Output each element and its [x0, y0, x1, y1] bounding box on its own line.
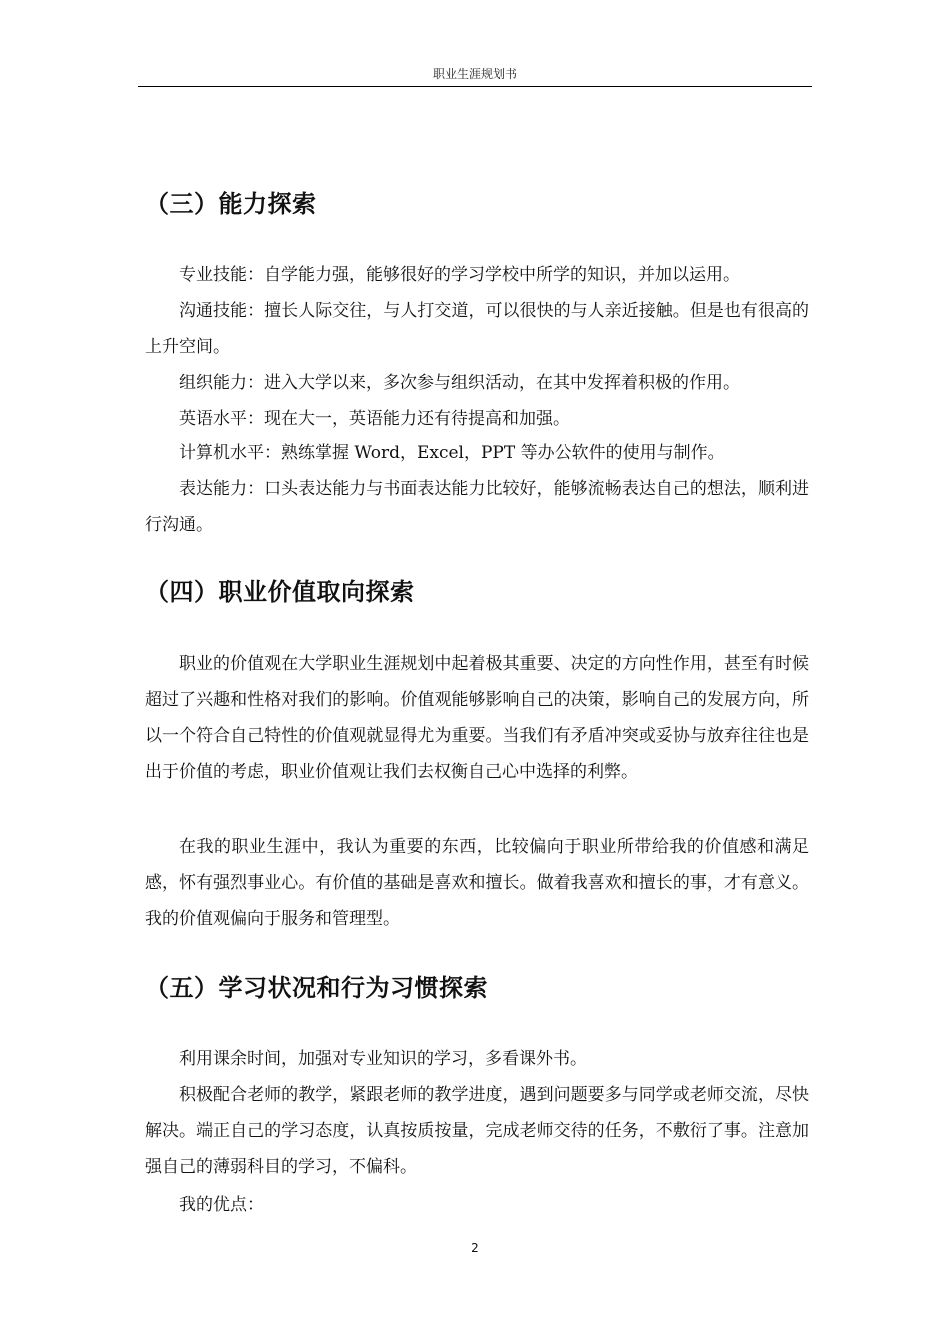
paragraph: 表达能力：口头表达能力与书面表达能力比较好，能够流畅表达自己的想法，顺利进行沟通。 [145, 479, 809, 535]
paragraph: 组织能力：进入大学以来，多次参与组织活动，在其中发挥着积极的作用。 [179, 373, 740, 393]
paragraph: 专业技能：自学能力强，能够很好的学习学校中所学的知识，并加以运用。 [179, 265, 740, 285]
paragraph: 职业的价值观在大学职业生涯规划中起着极其重要、决定的方向性作用，甚至有时候超过了兴趣和性格对我们的影响。价值观能够影响自己的决策，影响自己的发展方向，所以一个符合自己特性的价值观就显得尤为重要。当我们有矛盾冲突或妥协与放弃往往也是出于价值的考虑，职业价值观让我们去权衡自己心中选择的利弊。 [145, 654, 809, 782]
page-number: 2 [471, 1241, 479, 1255]
section-heading-ability: （三）能力探索 [145, 190, 317, 218]
paragraph: 在我的职业生涯中，我认为重要的东西，比较偏向于职业所带给我的价值感和满足感，怀有强烈事业心。有价值的基础是喜欢和擅长。做着我喜欢和擅长的事，才有意义。我的价值观偏向于服务和管理型。 [145, 837, 809, 929]
paragraph: 利用课余时间，加强对专业知识的学习，多看课外书。 [179, 1049, 587, 1069]
paragraph: 我的优点： [179, 1195, 264, 1215]
page-header-title: 职业生涯规划书 [432, 67, 517, 81]
section-heading-career-values: （四）职业价值取向探索 [145, 578, 415, 606]
section-heading-study-habits: （五）学习状况和行为习惯探索 [145, 974, 488, 1002]
paragraph: 积极配合老师的教学，紧跟老师的教学进度，遇到问题要多与同学或老师交流，尽快解决。端正自己的学习态度，认真按质按量，完成老师交待的任务，不敷衍了事。注意加强自己的薄弱科目的学习，不偏科。 [145, 1085, 809, 1177]
header-divider [138, 86, 812, 87]
paragraph: 英语水平：现在大一，英语能力还有待提高和加强。 [179, 409, 570, 429]
paragraph: 沟通技能：擅长人际交往，与人打交道，可以很快的与人亲近接触。但是也有很高的上升空间。 [145, 301, 809, 357]
paragraph: 计算机水平：熟练掌握 Word，Excel，PPT 等办公软件的使用与制作。 [179, 443, 725, 463]
